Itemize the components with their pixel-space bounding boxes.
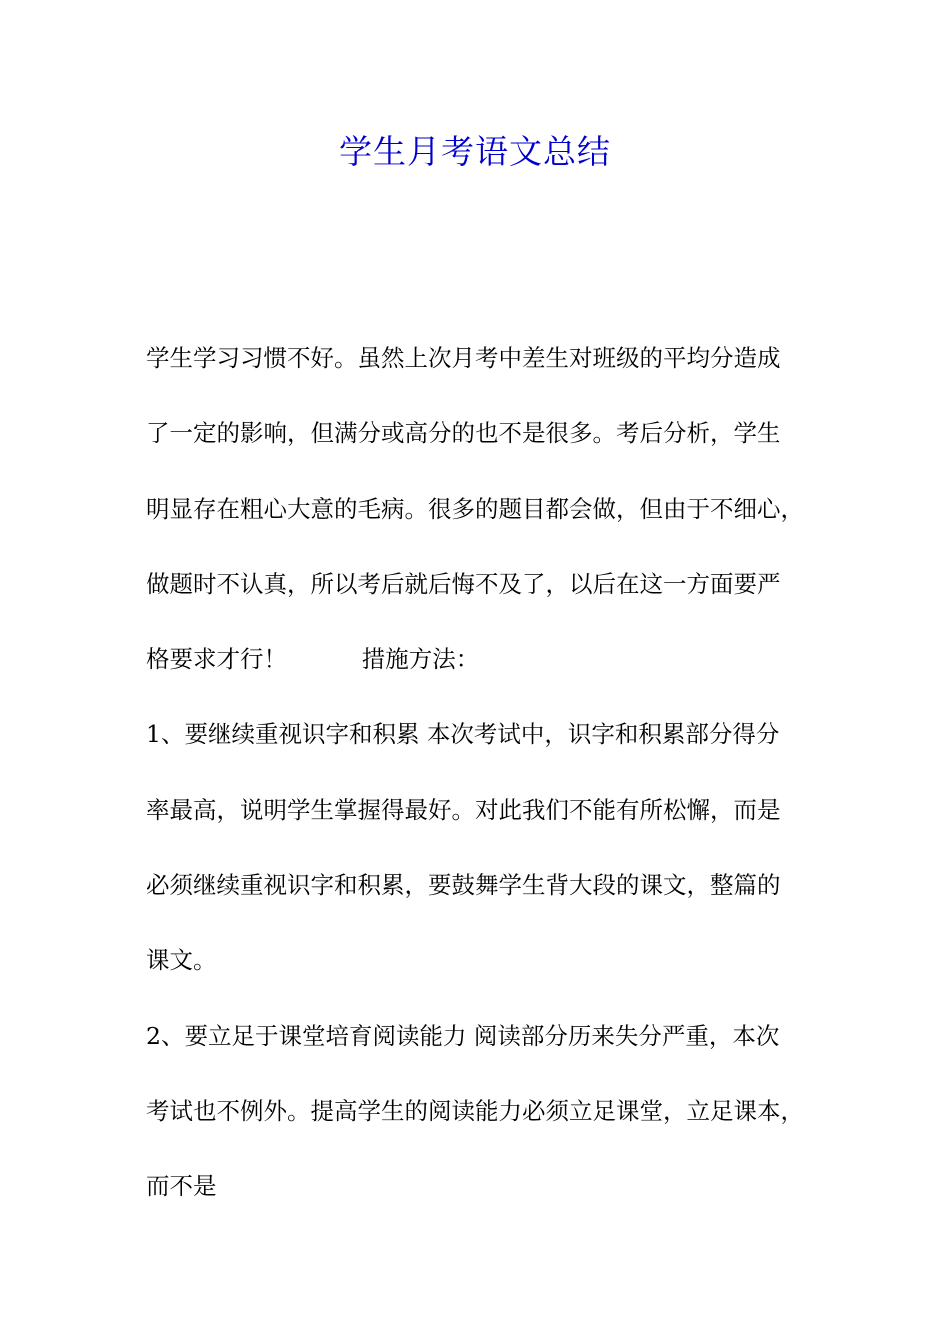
body-line: 而不是 <box>146 1172 217 1201</box>
body-line: 2、要立足于课堂培育阅读能力 阅读部分历来失分严重，本次 <box>146 1021 780 1050</box>
body-line: 1、要继续重视识字和积累 本次考试中，识字和积累部分得分 <box>146 720 780 749</box>
body-line: 必须继续重视识字和积累，要鼓舞学生背大段的课文，整篇的 <box>146 871 781 900</box>
body-line: 学生学习习惯不好。虽然上次月考中差生对班级的平均分造成 <box>146 344 781 372</box>
body-line: 了一定的影响，但满分或高分的也不是很多。考后分析，学生 <box>146 419 781 448</box>
body-line: 率最高，说明学生掌握得最好。对此我们不能有所松懈，而是 <box>146 795 781 824</box>
body-line: 明显存在粗心大意的毛病。很多的题目都会做，但由于不细心， <box>146 494 804 523</box>
body-line: 考试也不例外。提高学生的阅读能力必须立足课堂，立足课本， <box>146 1096 804 1125</box>
document-body <box>146 321 826 1225</box>
body-line: 做题时不认真，所以考后就后悔不及了，以后在这一方面要严 <box>146 569 781 598</box>
body-line: 课文。 <box>146 946 217 975</box>
body-line: 格要求才行！ 措施方法： <box>146 645 480 674</box>
document-title: 学生月考语文总结 <box>339 132 611 171</box>
